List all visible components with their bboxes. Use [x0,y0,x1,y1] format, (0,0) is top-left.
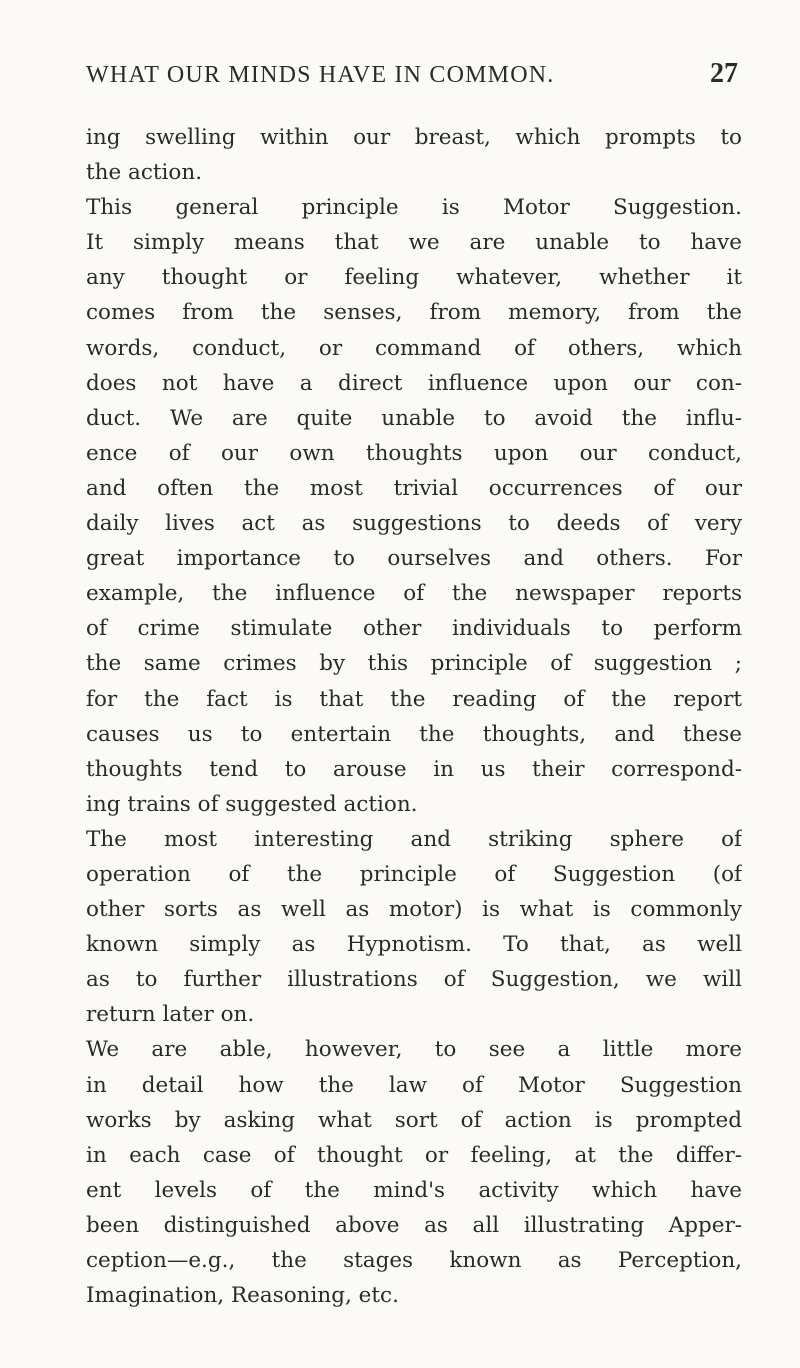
text-line: any thought or feeling whatever, whether it [86,265,742,291]
text-line: in each case of thought or feeling, at the differ- [86,1142,742,1168]
text-line: been distinguished above as all illustrating Apper- [86,1212,742,1238]
text-line: comes from the senses, from memory, from the [86,300,742,326]
page-header [86,58,738,90]
text-line: and often the most trivial occurrences of our [86,475,742,501]
text-line: causes us to entertain the thoughts, and these [86,721,742,747]
text-line: in detail how the law of Motor Suggestion [86,1072,742,1098]
text-line: of crime stimulate other individuals to perform [86,616,742,642]
text-line: We are able, however, to see a little more [86,1037,742,1063]
text-line: ing trains of suggested action. [86,791,418,817]
text-line: as to further illustrations of Suggestion, we will [86,967,742,993]
text-line: known simply as Hypnotism. To that, as well [86,932,742,958]
text-line: other sorts as well as motor) is what is commonly [86,897,742,923]
text-line: ing swelling within our breast, which prompts to [86,125,742,150]
text-line: daily lives act as suggestions to deeds of very [86,511,742,537]
text-line: ent levels of the mind's activity which have [86,1177,742,1203]
text-line: ence of our own thoughts upon our conduct, [86,440,742,466]
body-text [86,120,742,1313]
text-line: Imagination, Reasoning, etc. [86,1283,399,1309]
text-line: It simply means that we are unable to have [86,230,742,256]
text-line: example, the influence of the newspaper reports [86,581,742,607]
text-line: great importance to ourselves and others. For [86,546,742,572]
text-line: ception—e.g., the stages known as Perception, [86,1248,742,1273]
text-line: duct. We are quite unable to avoid the influ- [86,405,742,431]
text-line: words, conduct, or command of others, which [86,335,742,361]
text-line: for the fact is that the reading of the report [86,686,742,712]
text-line: thoughts tend to arouse in us their correspond- [86,756,742,782]
running-head: WHAT OUR MINDS HAVE IN COMMON. [86,62,555,88]
page-number: 27 [710,58,738,89]
text-line: This general principle is Motor Suggestion. [86,195,742,221]
text-line: does not have a direct influence upon our con- [86,370,742,396]
text-line: works by asking what sort of action is prompted [86,1107,742,1133]
text-line: return later on. [86,1002,255,1028]
text-line: the action. [86,160,203,186]
text-line: operation of the principle of Suggestion (of [86,861,742,887]
text-line: The most interesting and striking sphere of [86,826,742,852]
text-line: the same crimes by this principle of suggestion ; [86,651,742,677]
